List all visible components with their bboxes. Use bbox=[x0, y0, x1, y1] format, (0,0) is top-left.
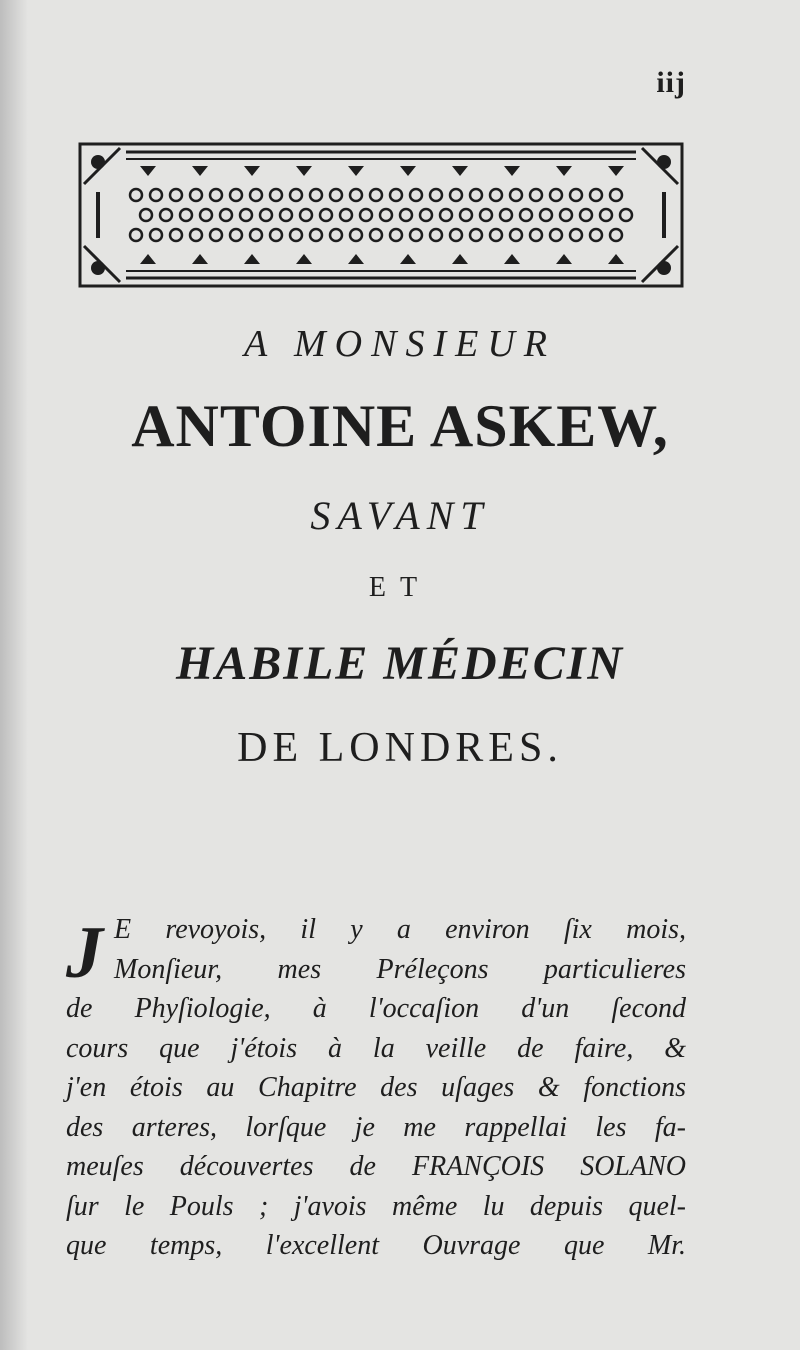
dedication-line-1: A MONSIEUR bbox=[244, 323, 556, 365]
dedication-line-6: DE LONDRES. bbox=[237, 725, 563, 771]
body-line: ſur le Pouls ; j'avois même lu depuis quel- bbox=[66, 1190, 686, 1222]
page-gutter-shadow bbox=[0, 0, 28, 1350]
dedication-line-4: ET bbox=[368, 572, 432, 603]
body-line: meuſes découvertes de FRANÇOIS SOLANO bbox=[66, 1151, 686, 1182]
page-number: iij bbox=[656, 66, 686, 99]
dedicatee-name: ANTOINE ASKEW, bbox=[131, 393, 669, 459]
body-line: E revoyois, il y a environ ſix mois, bbox=[114, 914, 686, 945]
body-paragraph bbox=[66, 910, 686, 1266]
dedication-line-3: SAVANT bbox=[310, 493, 490, 538]
body-line: de Phyſiologie, à l'occaſion d'un ſecond bbox=[66, 993, 686, 1024]
body-line: des arteres, lorſque je me rappellai les fa- bbox=[66, 1111, 686, 1143]
drop-cap: J bbox=[66, 912, 103, 994]
body-line: que temps, l'excellent Ouvrage que Mr. bbox=[66, 1230, 686, 1261]
body-line: j'en étois au Chapitre des uſages & fonctions bbox=[66, 1072, 686, 1103]
dedication-line-5: HABILE MÉDECIN bbox=[175, 637, 625, 690]
body-line: cours que j'étois à la veille de faire, & bbox=[66, 1032, 686, 1064]
decorative-headpiece bbox=[78, 142, 684, 288]
body-line: Monſieur, mes Préleçons particulieres bbox=[114, 953, 686, 985]
